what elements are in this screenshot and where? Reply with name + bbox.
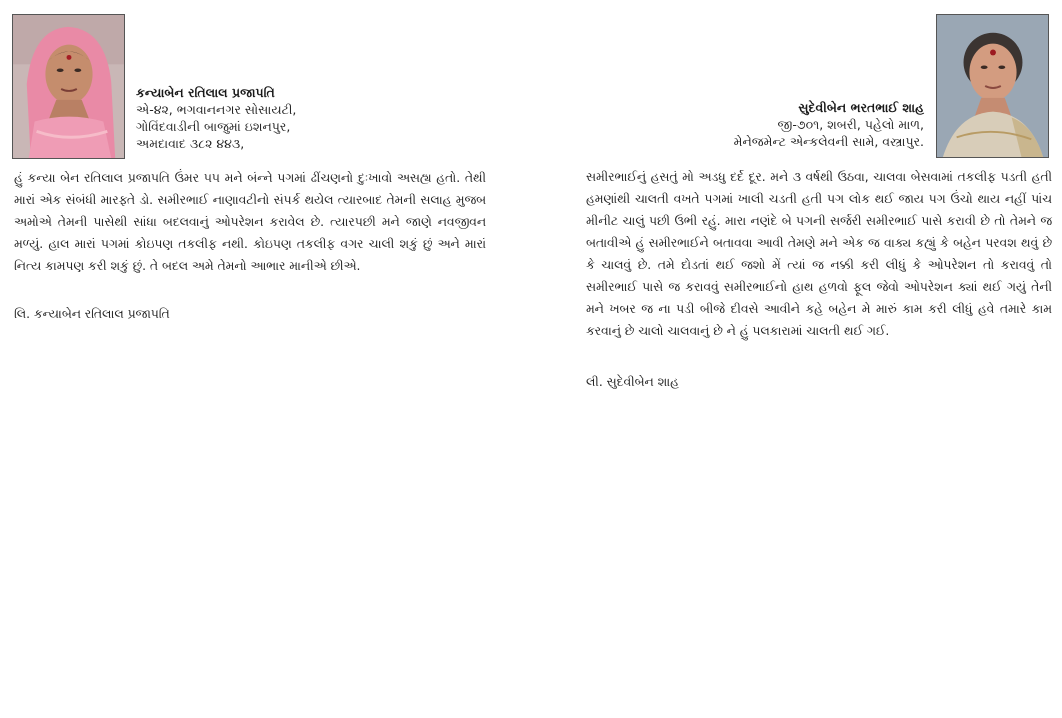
testimonial-text-left: હું કન્યા બેન રતિલાલ પ્રજાપતિ ઉંમર ૫૫ મને બંન્ને પગમાં ઢીંચણનો દુઃખાવો અસહ્ય હતો. તેથી મારાં એક સંબંધી મારફ્તે ડો. સમીરભાઈ નાણાવટીનો સંપર્ક થયેલ ત્યારબાદ તેમની સલાહ મુજબ અમોએ તેમની પાસેથી સાંધા બદલવાનું ઓપરેશન કરાવેલ છે. ત્યારપછી મને જાણે નવજીવન મળ્યું. હાલ મારાં પગમાં કોઇપણ તકલીફ નથી. કોઇપણ તકલીફ વગર ચાલી શકું છું અને મારાં નિત્ય કામપણ કરી શકું છું. તે બદલ અમે તેમનો આભાર માનીએ છીએ. (14, 171, 486, 273)
address-line: મેનેજમેન્ટ એન્કલેવની સામે, વસ્ત્રાપુર. (733, 134, 924, 149)
testimonial-text-right: સમીરભાઈનું હસતું મો અડધુ દર્દ દૂર. મને ૩ વર્ષથી ઉઠવા, ચાલવા બેસવામાં તકલીફ પડતી હતી હમણાંથી ચાલતી વખતે પગમાં ખાલી ચડતી હતી પગ લોક થઈ જાય પગ ઉંચો થાય નહીં પાંચ મીનીટ ચાલું પછી ઉભી રહું. મારા નણંદે બે પગની સર્જરી સમીરભાઈ પાસે કરાવી છે તો તેમને જ બતાવીએ હું સમીરભાઈને બતાવવા આવી તેમણે મને એક જ વાક્ય કહ્યું કે બહેન પરવશ થવું છે કે ચાલવું છે. તમે દોડતાં થઈ જશો મેં ત્યાં જ નક્કી કરી લીધું કે ઓપરેશન તો કરાવવું તો સમીરભાઈ પાસે જ કરાવવું સમીરભાઈનો હાથ હળવો ફૂલ જેવો ઓપરેશન ક્યાં થઈ ગયું તેની મને ખબર જ ના પડી બીજે દીવસે આવીને કહે બહેન મે મારું કામ કરી લીધું હવે તમારે કામ કરવાનું છે ચાલો ચાલવાનું છે ને હું પલકારામાં ચાલતી થઈ ગઈ. (586, 170, 1052, 338)
portrait-photo-icon (13, 15, 124, 158)
person-name-right: સુદેવીબેન ભરતભાઈ શાહ (798, 100, 924, 115)
address-block-right (734, 99, 924, 150)
signature-left: લિ. કન્યાબેન રતિલાલ પ્રજાપતિ (14, 307, 170, 321)
signature-right: લી. સુદેવીબેન શાહ (586, 375, 679, 389)
address-block-left (136, 84, 296, 152)
address-line: અમદાવાદ ૩૮૨ ૪૪૩, (136, 136, 245, 151)
address-line: ગોવિંદવાડીની બાજુમાં ઇશનપુર, (136, 119, 291, 134)
portrait-photo-right (936, 14, 1049, 158)
portrait-photo-left (12, 14, 125, 159)
address-line: જી-૭૦૧, શબરી, પહેલો માળ, (777, 117, 924, 132)
address-line: એ-૪૨, ભગવાનનગર સોસાયટી, (136, 102, 297, 117)
portrait-photo-icon (937, 15, 1048, 157)
person-name-left: કન્યાબેન રતિલાલ પ્રજાપતિ (136, 85, 275, 100)
